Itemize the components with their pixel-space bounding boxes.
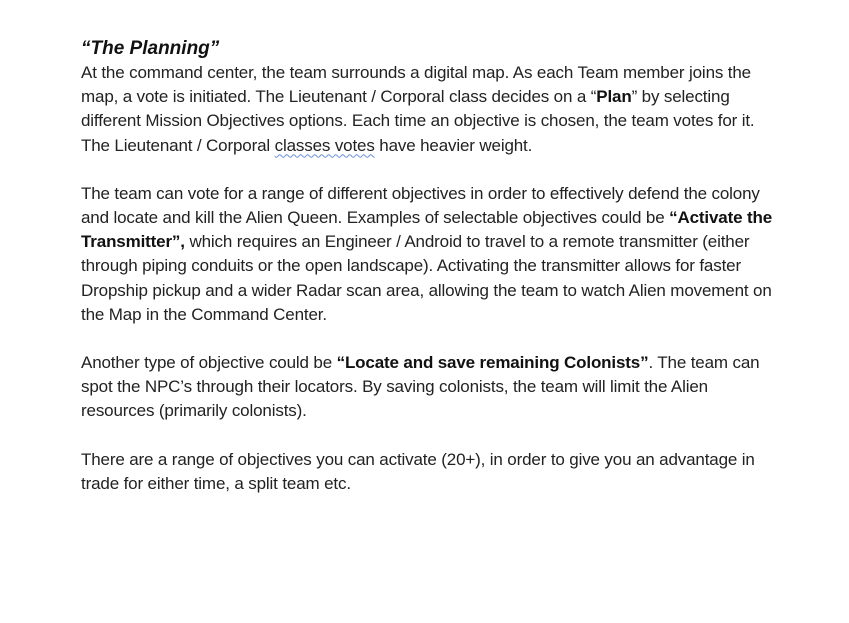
paragraph-text: The team can vote for a range of different objectives in order to effectively defend the colony and locate and kill the Alien Queen. Examples of selectable objectives could be [81, 183, 760, 228]
section-heading: “The Planning” [81, 38, 220, 59]
paragraph-text: which requires an Engineer / Android to travel to a remote transmitter (either through piping conduits or the open landscape). Activating the transmitter allows for faster Dropship pickup and a wider Radar scan area, allowing the team to watch Alien movement on the Map in the Command Center. [81, 232, 772, 324]
paragraph-text: have heavier weight. [374, 135, 533, 155]
bold-term-transmitter: “Activate the Transmitter”, [81, 208, 773, 252]
paragraph-text: Another type of objective could be [81, 353, 337, 373]
paragraph-spacer [81, 158, 781, 182]
bold-term-plan: Plan [596, 87, 632, 107]
paragraph-objectives [81, 182, 781, 327]
paragraph-text: At the command center, the team surrounds a digital map. As each Team member joins the map, a vote is initiated. The Lieutenant / Corporal class decides on a “ [81, 63, 751, 107]
bold-term-colonists: “Locate and save remaining Colonists” [336, 353, 649, 373]
paragraph-colonists [81, 351, 781, 424]
paragraph-text: There are a range of objectives you can activate (20+), in order to give you an advantage in trade for either time, a split team etc. [81, 449, 755, 493]
paragraph-text: ” by selecting different Mission Objectives options. Each time an objective is chosen, the team votes for it. The Lieutenant / Corporal [81, 87, 755, 155]
paragraph-spacer [81, 327, 781, 351]
paragraph-plan [81, 61, 781, 158]
paragraph-spacer [81, 424, 781, 448]
paragraph-text: . The team can spot the NPC’s through their locators. By saving colonists, the team will limit the Alien resources (primarily colonists). [81, 353, 760, 421]
paragraph-range [81, 448, 781, 496]
spellcheck-flagged-text[interactable]: classes votes [274, 135, 375, 155]
document-body [81, 37, 781, 496]
